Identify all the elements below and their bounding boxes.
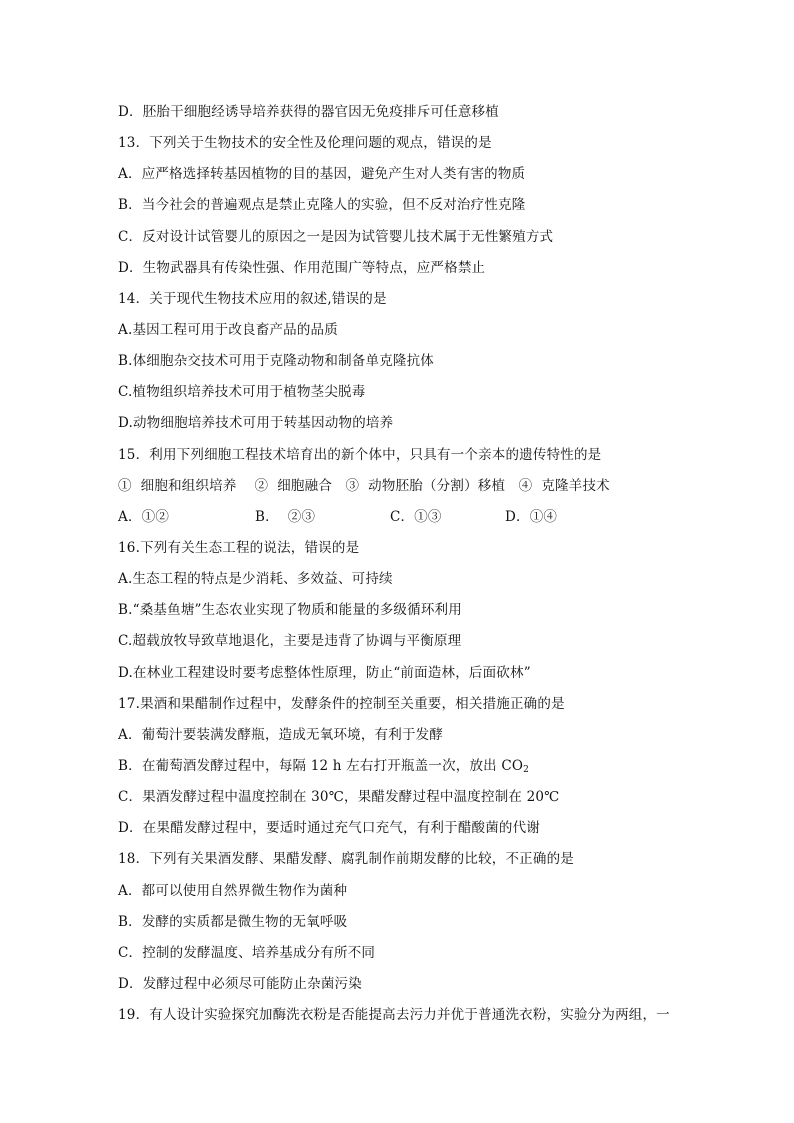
option-c: C．①③ [390, 509, 442, 525]
text-line: B.“桑基鱼塘”生态农业实现了物质和能量的多级循环利用 [118, 602, 462, 618]
option-b: B． ②③ [255, 509, 316, 525]
text-line: A．应严格选择转基因植物的目的基因，避免产生对人类有害的物质 [118, 166, 526, 182]
text-line: D.在林业工程建设时要考虑整体性原理，防止“前面造林，后面砍林” [118, 665, 531, 681]
question-14: 14．关于现代生物技术应用的叙述,错误的是 [118, 291, 387, 307]
text-line: D．生物武器具有传染性强、作用范围广等特点，应严格禁止 [118, 260, 486, 276]
q17-b-subscript: 2 [523, 765, 530, 775]
text-line: D．发酵过程中必须尽可能防止杂菌污染 [118, 976, 362, 992]
text-line: ① 细胞和组织培养 ② 细胞融合 ③ 动物胚胎（分割）移植 ④ 克隆羊技术 [118, 478, 610, 494]
text-line: D.动物细胞培养技术可用于转基因动物的培养 [118, 415, 394, 431]
question-13: 13．下列关于生物技术的安全性及伦理问题的观点，错误的是 [118, 135, 492, 151]
question-18: 18．下列有关果酒发酵、果醋发酵、腐乳制作前期发酵的比较，不正确的是 [118, 851, 574, 867]
text-line: B.体细胞杂交技术可用于克隆动物和制备单克隆抗体 [118, 353, 435, 369]
q17-b-text: B．在葡萄酒发酵过程中，每隔 12 h 左右打开瓶盖一次，放出 CO [118, 758, 524, 774]
text-line: A．葡萄汁要装满发酵瓶，造成无氧环境，有利于发酵 [118, 727, 444, 743]
text-line: A．都可以使用自然界微生物作为菌种 [118, 883, 348, 899]
question-15: 15．利用下列细胞工程技术培育出的新个体中，只具有一个亲本的遗传特性的是 [118, 447, 602, 463]
text-line: A.生态工程的特点是少消耗、多效益、可持续 [118, 571, 393, 587]
text-line [118, 756, 529, 776]
text-line: C．反对设计试管婴儿的原因之一是因为试管婴儿技术属于无性繁殖方式 [118, 229, 554, 245]
question-19: 19．有人设计实验探究加酶洗衣粉是否能提高去污力并优于普通洗衣粉，实验分为两组，一 [118, 1007, 670, 1023]
option-a: A．①② [118, 509, 170, 525]
text-line: A.基因工程可用于改良畜产品的品质 [118, 322, 338, 338]
text-line: C.植物组织培养技术可用于植物茎尖脱毒 [118, 384, 366, 400]
text-line: B．当今社会的普遍观点是禁止克隆人的实验，但不反对治疗性克隆 [118, 197, 526, 213]
text-line: D．胚胎干细胞经诱导培养获得的器官因无免疫排斥可任意移植 [118, 104, 499, 120]
text-line: D．在果醋发酵过程中，要适时通过充气口充气，有利于醋酸菌的代谢 [118, 820, 541, 836]
text-line: C.超载放牧导致草地退化，主要是违背了协调与平衡原理 [118, 633, 462, 649]
text-line: C．果酒发酵过程中温度控制在 30℃，果醋发酵过程中温度控制在 20℃ [118, 789, 560, 805]
question-17: 17.果酒和果醋制作过程中，发酵条件的控制至关重要，相关措施正确的是 [118, 696, 565, 712]
text-line: B．发酵的实质都是微生物的无氧呼吸 [118, 914, 348, 930]
text-line: C．控制的发酵温度、培养基成分有所不同 [118, 945, 376, 961]
option-d: D．①④ [505, 509, 558, 525]
question-16: 16.下列有关生态工程的说法，错误的是 [118, 540, 360, 556]
